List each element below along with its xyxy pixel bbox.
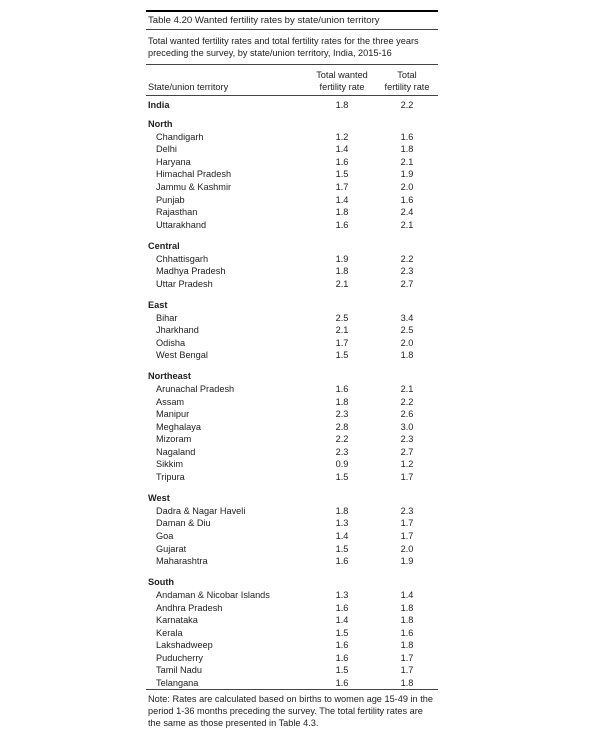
wanted-fertility-rate: 2.8 <box>335 421 349 432</box>
state-name: Jammu & Kashmir <box>156 181 232 192</box>
table-row <box>146 194 438 207</box>
total-fertility-rate: 1.2 <box>400 459 414 470</box>
wanted-fertility-rate: 1.7 <box>335 181 349 192</box>
region-name: Northeast <box>148 371 191 382</box>
table-row <box>146 131 438 144</box>
state-name: Uttarakhand <box>156 219 207 230</box>
wanted-fertility-rate: 1.5 <box>335 472 349 482</box>
state-name: Karnataka <box>156 615 198 626</box>
region-heading-northeast <box>146 370 438 383</box>
region-heading-north <box>146 118 438 131</box>
wanted-fertility-rate: 1.6 <box>335 677 349 688</box>
column-header-wanted-line2: fertility rate <box>319 81 365 92</box>
total-fertility-rate: 1.6 <box>400 131 414 142</box>
total-fertility-rate: 2.0 <box>400 337 414 348</box>
region-heading-east <box>146 299 438 312</box>
wanted-fertility-rate: 1.5 <box>335 169 349 180</box>
region-name: West <box>148 493 170 504</box>
table-row <box>146 664 438 677</box>
wanted-fertility-rate: 1.5 <box>335 665 349 676</box>
wanted-fertility-rate: 1.4 <box>335 531 349 542</box>
table-row <box>146 408 438 421</box>
state-name: Maharashtra <box>156 556 208 567</box>
table-row <box>146 614 438 627</box>
wanted-fertility-rate: 2.3 <box>335 446 349 457</box>
state-name: Daman & Diu <box>156 518 211 529</box>
region-gap <box>146 362 438 371</box>
table-row <box>146 312 438 325</box>
table-body <box>146 96 438 689</box>
state-name: Kerala <box>156 627 183 638</box>
state-name: Sikkim <box>156 459 184 470</box>
state-name: Arunachal Pradesh <box>156 384 235 395</box>
state-name: Punjab <box>156 194 185 205</box>
total-fertility-rate: 2.1 <box>400 219 414 230</box>
table-row <box>146 143 438 156</box>
column-header-territory: State/union territory <box>148 81 229 92</box>
table-row <box>146 265 438 278</box>
total-fertility-rate: 2.6 <box>400 409 414 420</box>
region-heading-west <box>146 492 438 505</box>
wanted-fertility-rate: 1.6 <box>335 602 349 613</box>
region-heading-south <box>146 576 438 589</box>
state-name: Dadra & Nagar Haveli <box>156 505 246 516</box>
wanted-fertility-rate: 1.4 <box>335 194 349 205</box>
state-name: Assam <box>156 396 185 407</box>
total-fertility-rate: 1.8 <box>400 640 414 651</box>
state-name: Lakshadweep <box>156 640 213 651</box>
wanted-fertility-rate: 2.5 <box>335 312 349 323</box>
state-name: West Bengal <box>156 350 208 361</box>
total-fertility-rate: 2.0 <box>400 543 414 554</box>
document-page <box>146 10 438 729</box>
total-fertility-rate: 1.8 <box>400 602 414 613</box>
wanted-fertility-rate: 1.6 <box>335 640 349 651</box>
table-row <box>146 555 438 568</box>
region-name: Central <box>148 240 180 251</box>
table-row <box>146 206 438 219</box>
wanted-fertility-rate: 1.4 <box>335 144 349 155</box>
table-note: Note: Rates are calculated based on births to women age 15-49 in the period 1-36 months preceding the survey. The total fertility rates are the same as those presented in Table 4.3. <box>148 694 433 729</box>
wanted-fertility-rate: 1.6 <box>335 219 349 230</box>
state-name: Andaman & Nicobar Islands <box>156 590 270 601</box>
total-fertility-rate: 1.6 <box>400 627 414 638</box>
table-row <box>146 530 438 543</box>
total-fertility-rate: 1.4 <box>400 590 414 601</box>
national-name: India <box>148 100 170 110</box>
region-gap <box>146 231 438 240</box>
table-row <box>146 156 438 169</box>
region-gap <box>146 484 438 493</box>
total-fertility-rate: 1.9 <box>400 556 414 567</box>
state-name: Andhra Pradesh <box>156 602 223 613</box>
wanted-fertility-rate: 1.3 <box>335 518 349 529</box>
state-name: Tripura <box>156 472 185 482</box>
table-row <box>146 181 438 194</box>
total-fertility-rate: 1.7 <box>400 518 414 529</box>
total-fertility-rate: 1.7 <box>400 665 414 676</box>
wanted-fertility-rate: 1.6 <box>335 652 349 663</box>
region-name: East <box>148 299 168 310</box>
national-row <box>146 98 438 112</box>
column-header-total-line2: fertility rate <box>384 81 430 92</box>
state-name: Manipur <box>156 409 190 420</box>
table-row <box>146 278 438 291</box>
table-row <box>146 383 438 396</box>
wanted-fertility-rate: 2.3 <box>335 409 349 420</box>
table-row <box>146 627 438 640</box>
region-gap <box>146 568 438 577</box>
state-name: Haryana <box>156 156 191 167</box>
wanted-fertility-rate: 2.1 <box>335 325 349 336</box>
state-name: Tamil Nadu <box>156 665 202 676</box>
wanted-fertility-rate: 1.8 <box>335 266 349 277</box>
wanted-fertility-rate: 1.6 <box>335 384 349 395</box>
wanted-fertility-rate: 1.5 <box>335 543 349 554</box>
table-row <box>146 639 438 652</box>
total-fertility-rate: 2.4 <box>400 207 414 218</box>
total-fertility-rate: 1.8 <box>400 615 414 626</box>
region-name: North <box>148 119 173 129</box>
total-fertility-rate: 2.3 <box>400 505 414 516</box>
wanted-fertility-rate: 1.8 <box>335 505 349 516</box>
region-name: South <box>148 577 175 588</box>
table-row <box>146 219 438 232</box>
table-header <box>146 65 438 95</box>
table-row <box>146 421 438 434</box>
wanted-fertility-rate: 1.5 <box>335 350 349 361</box>
wanted-fertility-rate: 2.2 <box>335 434 349 445</box>
total-fertility-rate: 2.7 <box>400 446 414 457</box>
total-fertility-rate: 1.7 <box>400 531 414 542</box>
column-header-wanted <box>304 70 380 93</box>
table-row <box>146 471 438 484</box>
region-gap <box>146 290 438 299</box>
table-row <box>146 168 438 181</box>
column-header-total-line1: Total <box>397 70 417 80</box>
total-fertility-rate: 1.8 <box>400 677 414 688</box>
total-fertility-rate: 1.7 <box>400 652 414 663</box>
total-fertility-rate: 3.4 <box>400 312 414 323</box>
total-fertility-rate: 2.1 <box>400 156 414 167</box>
table-title: Table 4.20 Wanted fertility rates by state/union territory <box>148 15 380 26</box>
wanted-fertility-rate: 1.6 <box>335 556 349 567</box>
state-name: Telangana <box>156 677 199 688</box>
state-name: Goa <box>156 531 174 542</box>
total-fertility-rate: 2.3 <box>400 434 414 445</box>
table-row <box>146 433 438 446</box>
table-row <box>146 458 438 471</box>
table-row <box>146 446 438 459</box>
state-name: Nagaland <box>156 446 196 457</box>
wanted-fertility-rate: 1.3 <box>335 590 349 601</box>
total-fertility-rate: 2.2 <box>400 253 414 264</box>
table-subtitle: Total wanted fertility rates and total fertility rates for the three years preceding the survey, by state/union territory, India, 2015-16 <box>148 36 419 58</box>
state-name: Gujarat <box>156 543 187 554</box>
region-heading-central <box>146 240 438 253</box>
column-header-total <box>374 70 440 93</box>
column-header-wanted-line1: Total wanted <box>316 70 368 80</box>
table-row <box>146 517 438 530</box>
wanted-fertility-rate: 1.7 <box>335 337 349 348</box>
wanted-fertility-rate: 1.5 <box>335 627 349 638</box>
total-fertility-rate: 1.8 <box>400 350 414 361</box>
total-fertility-rate: 2.2 <box>400 396 414 407</box>
state-name: Meghalaya <box>156 421 201 432</box>
state-name: Chhattisgarh <box>156 253 209 264</box>
table-row <box>146 337 438 350</box>
total-fertility-rate: 1.8 <box>400 144 414 155</box>
state-name: Puducherry <box>156 652 203 663</box>
state-name: Uttar Pradesh <box>156 278 213 289</box>
national-wanted-rate: 1.8 <box>335 100 349 110</box>
wanted-fertility-rate: 0.9 <box>335 459 349 470</box>
table-row <box>146 589 438 602</box>
national-total-rate: 2.2 <box>400 100 414 110</box>
state-name: Chandigarh <box>156 131 204 142</box>
table-row <box>146 324 438 337</box>
state-name: Mizoram <box>156 434 192 445</box>
table-row <box>146 253 438 266</box>
total-fertility-rate: 2.5 <box>400 325 414 336</box>
state-name: Jharkhand <box>156 325 199 336</box>
wanted-fertility-rate: 1.8 <box>335 396 349 407</box>
table-row <box>146 602 438 615</box>
total-fertility-rate: 2.3 <box>400 266 414 277</box>
table-row <box>146 677 438 690</box>
total-fertility-rate: 2.7 <box>400 278 414 289</box>
table-row <box>146 396 438 409</box>
state-name: Odisha <box>156 337 186 348</box>
state-name: Rajasthan <box>156 207 198 218</box>
state-name: Madhya Pradesh <box>156 266 226 277</box>
total-fertility-rate: 2.0 <box>400 181 414 192</box>
table-row <box>146 349 438 362</box>
state-name: Delhi <box>156 144 177 155</box>
table-row <box>146 543 438 556</box>
wanted-fertility-rate: 1.9 <box>335 253 349 264</box>
wanted-fertility-rate: 1.8 <box>335 207 349 218</box>
total-fertility-rate: 1.9 <box>400 169 414 180</box>
wanted-fertility-rate: 1.2 <box>335 131 349 142</box>
total-fertility-rate: 2.1 <box>400 384 414 395</box>
state-name: Himachal Pradesh <box>156 169 232 180</box>
wanted-fertility-rate: 1.6 <box>335 156 349 167</box>
state-name: Bihar <box>156 312 178 323</box>
table-row <box>146 652 438 665</box>
wanted-fertility-rate: 2.1 <box>335 278 349 289</box>
total-fertility-rate: 1.7 <box>400 472 414 482</box>
wanted-fertility-rate: 1.4 <box>335 615 349 626</box>
table-row <box>146 505 438 518</box>
total-fertility-rate: 1.6 <box>400 194 414 205</box>
total-fertility-rate: 3.0 <box>400 421 414 432</box>
